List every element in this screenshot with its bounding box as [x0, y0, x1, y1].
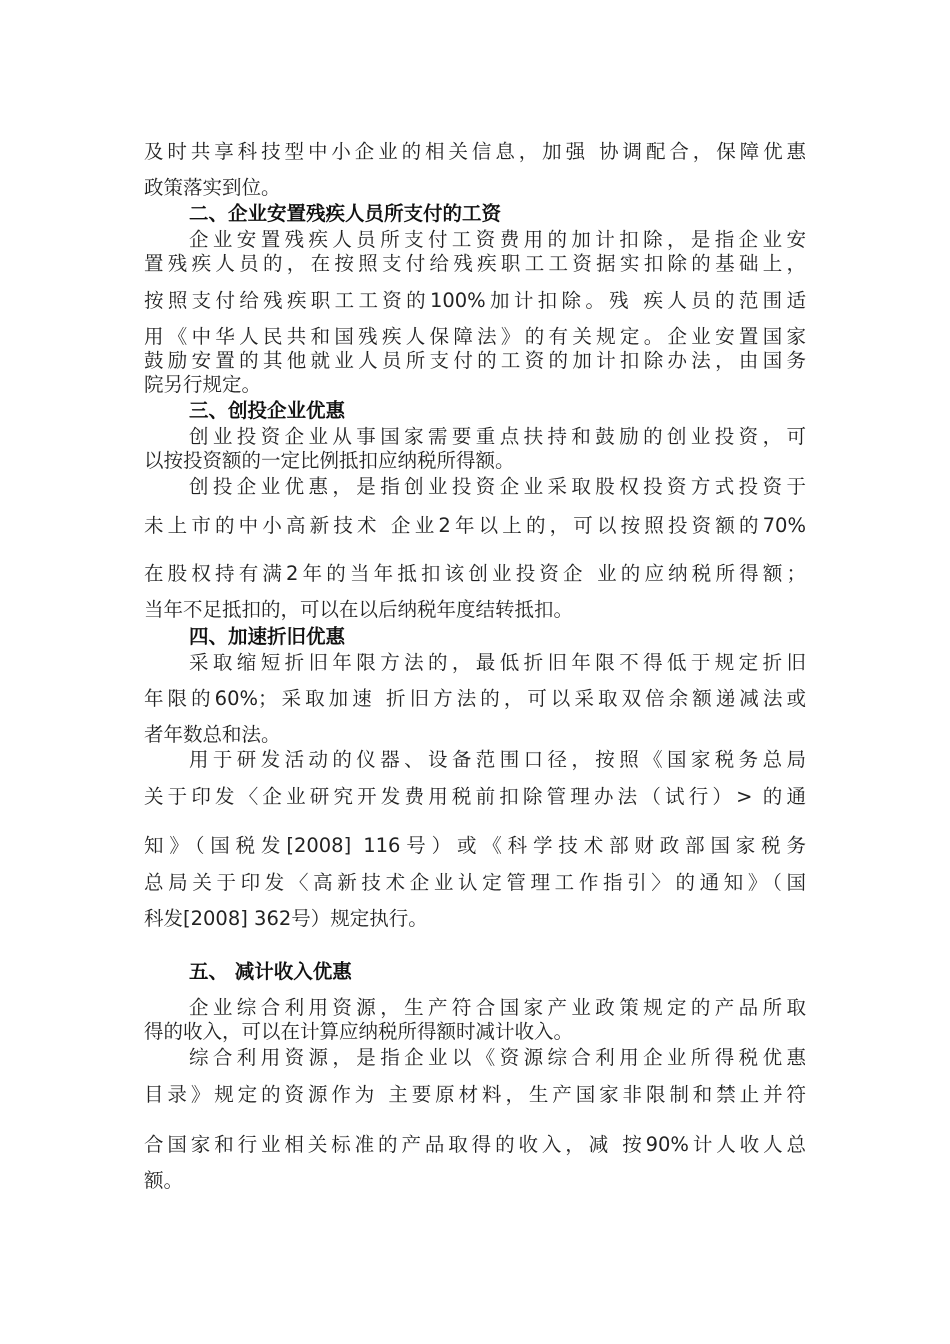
text-line: 关于印发〈企业研究开发费用税前扣除管理办法（试行）> 的通 [144, 785, 806, 808]
text-line: 以按投资额的一定比例抵扣应纳税所得额。 [144, 449, 515, 472]
text-line: 知》（国税发[2008] 116号）或《科学技术部财政部国家税务 [144, 834, 806, 857]
text-line: 企业安置残疾人员所支付工资费用的加计扣除，是指企业安 [189, 228, 806, 251]
text-line: 当年不足抵扣的，可以在以后纳税年度结转抵扣。 [144, 598, 574, 621]
text-line: 鼓励安置的其他就业人员所支付的工资的加计扣除办法，由国务 [144, 349, 806, 372]
text-line: 年限的60%；采取加速 折旧方法的，可以采取双倍余额递减法或 [144, 687, 806, 710]
text-line: 政策落实到位。 [144, 176, 281, 199]
text-line: 按照支付给残疾职工工资的100%加计扣除。残 疾人员的范围适 [144, 289, 806, 312]
text-line: 院另行规定。 [144, 373, 262, 396]
section-heading: 二、企业安置残疾人员所支付的工资 [189, 202, 502, 225]
text-line: 总局关于印发〈高新技术企业认定管理工作指引〉的通知》（国 [144, 871, 806, 894]
text-line: 额。 [144, 1169, 184, 1192]
text-line: 得的收入，可以在计算应纳税所得额时减计收入。 [144, 1020, 574, 1043]
text-line: 采取缩短折旧年限方法的，最低折旧年限不得低于规定折旧 [189, 651, 806, 674]
text-line: 及时共享科技型中小企业的相关信息，加强 协调配合，保障优惠 [144, 140, 806, 163]
text-line: 企业综合利用资源，生产符合国家产业政策规定的产品所取 [189, 996, 806, 1019]
text-line: 综合利用资源，是指企业以《资源综合利用企业所得税优惠 [189, 1046, 806, 1069]
text-line: 用于研发活动的仪器、设备范围口径，按照《国家税务总局 [189, 748, 806, 771]
text-line: 科发[2008] 362号）规定执行。 [144, 907, 428, 930]
text-line: 用《中华人民共和国残疾人保障法》的有关规定。企业安置国家 [144, 325, 806, 348]
text-line: 者年数总和法。 [144, 723, 281, 746]
text-line: 合国家和行业相关标准的产品取得的收入，减 按90%计人收人总 [144, 1133, 806, 1156]
text-line: 创投企业优惠，是指创业投资企业采取股权投资方式投资于 [189, 475, 806, 498]
section-heading: 三、创投企业优惠 [189, 399, 346, 422]
section-heading: 四、加速折旧优惠 [189, 625, 346, 648]
text-line: 目录》规定的资源作为 主要原材料，生产国家非限制和禁止并符 [144, 1083, 806, 1106]
text-line: 未上市的中小高新技术 企业2年以上的，可以按照投资额的70% [144, 514, 806, 537]
text-line: 创业投资企业从事国家需要重点扶持和鼓励的创业投资，可 [189, 425, 806, 448]
text-line: 在股权持有满2年的当年抵扣该创业投资企 业的应纳税所得额； [144, 562, 806, 585]
text-line: 置残疾人员的，在按照支付给残疾职工工资据实扣除的基础上， [144, 252, 806, 275]
section-heading: 五、 减计收入优惠 [189, 960, 352, 983]
